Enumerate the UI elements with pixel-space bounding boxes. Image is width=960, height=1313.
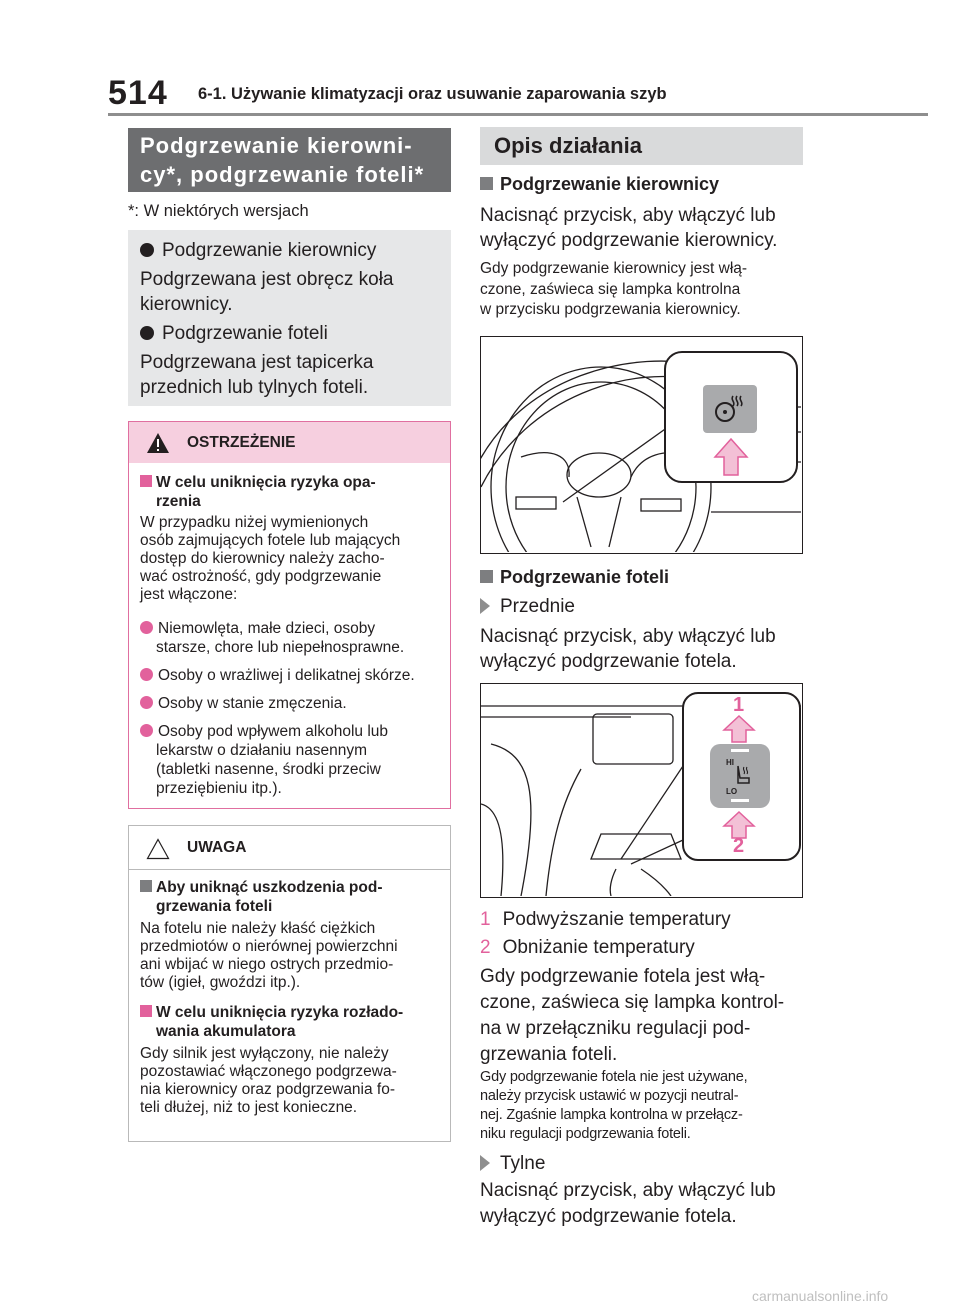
square-bullet-icon xyxy=(140,1005,152,1017)
hi-label: HI xyxy=(726,758,734,767)
front-text-line: wyłączyć podgrzewanie fotela. xyxy=(480,651,737,672)
warning-bullet2-text: Osoby o wrażliwej i delikatnej skórze. xyxy=(158,667,415,684)
steering-note-line: w przycisku podgrzewania kierownicy. xyxy=(480,301,741,318)
callout-label-1: 1 xyxy=(733,694,745,716)
seat-heat-icon xyxy=(734,764,752,786)
lo-label: LO xyxy=(726,787,738,796)
notice-body-line: Na fotelu nie należy kłaść ciężkich xyxy=(140,920,376,937)
warning-title: OSTRZEŻENIE xyxy=(187,434,296,451)
warning-bullet4-line: przeziębieniu itp.). xyxy=(156,780,282,797)
header-rule xyxy=(108,113,928,116)
notice-body-line: przedmiotów o nierównej powierzchni xyxy=(140,938,398,955)
notice-sub1-text: Aby uniknąć uszkodzenia pod- xyxy=(156,879,383,896)
warning-body-line: W przypadku niżej wymienionych xyxy=(140,514,369,531)
warning-bullet4-line: (tabletki nasenne, środki przeciw xyxy=(156,761,381,778)
info-item2-title-text: Podgrzewanie foteli xyxy=(162,323,328,344)
notice-body-line: Gdy silnik jest wyłączony, nie należy xyxy=(140,1045,389,1062)
notice-sub2-text: W celu uniknięcia ryzyka rozłado- xyxy=(156,1004,404,1021)
steering-heat-icon xyxy=(713,392,747,426)
seat-heater-switch xyxy=(710,744,770,808)
notice-body-line: ani wbijać w niego ostrych przedmio- xyxy=(140,956,394,973)
warning-sub-line1-text: W celu uniknięcia ryzyka opa- xyxy=(156,474,376,491)
notice-divider xyxy=(129,869,450,870)
square-bullet-icon xyxy=(480,177,493,190)
pink-bullet-icon xyxy=(140,621,153,634)
info-item1-title xyxy=(140,238,376,263)
warning-bullet4-line: lekarstw o działaniu nasennym xyxy=(156,742,368,759)
triangle-bullet-icon xyxy=(480,598,490,614)
warning-body-line: osób zajmujących fotele lub mających xyxy=(140,532,401,549)
subheading-seats xyxy=(480,565,669,590)
warning-sub-line2: rzenia xyxy=(156,493,201,510)
caution-triangle-icon xyxy=(146,838,170,860)
section-heading-line1: Podgrzewanie kierowni- xyxy=(140,133,413,158)
legend-2-num: 2 xyxy=(480,937,491,958)
notice-box xyxy=(128,825,451,1142)
notice-sub2-line1 xyxy=(140,1003,403,1022)
front-body-line: na w przełączniku regulacji pod- xyxy=(480,1018,751,1039)
legend-1 xyxy=(480,907,731,932)
indicator-bar xyxy=(731,799,749,802)
legend-1-num: 1 xyxy=(480,909,491,930)
rear-text-line: Nacisnąć przycisk, aby włączyć lub xyxy=(480,1180,776,1201)
warning-triangle-icon xyxy=(146,432,170,454)
front-body-line: grzewania foteli. xyxy=(480,1044,618,1065)
info-item1-title-text: Podgrzewanie kierownicy xyxy=(162,240,377,261)
warning-bullet1-line2: starsze, chore lub niepełnosprawne. xyxy=(156,639,405,656)
pink-bullet-icon xyxy=(140,696,153,709)
warning-body-line: wać ostrożność, gdy podgrzewanie xyxy=(140,568,382,585)
square-bullet-icon xyxy=(140,475,152,487)
pink-bullet-icon xyxy=(140,724,153,737)
warning-bullet3-text: Osoby w stanie zmęczenia. xyxy=(158,695,347,712)
warning-bullet3 xyxy=(140,694,347,713)
square-bullet-icon xyxy=(140,880,152,892)
rear-label-text: Tylne xyxy=(500,1153,546,1174)
triangle-bullet-icon xyxy=(480,1155,490,1171)
square-bullet-icon xyxy=(480,570,493,583)
steering-note-line: czone, zaświeca się lampka kontrolna xyxy=(480,281,741,298)
notice-body-line: teli dłużej, niż to jest konieczne. xyxy=(140,1099,358,1116)
chapter-title: 6-1. Używanie klimatyzacji oraz usuwanie zaparowania szyb xyxy=(198,85,667,103)
notice-sub1-line2: grzewania foteli xyxy=(156,898,273,915)
zoom-callout xyxy=(682,692,801,861)
front-note-line: niku regulacji podgrzewania foteli. xyxy=(480,1126,691,1142)
steering-text-line: wyłączyć podgrzewanie kierownicy. xyxy=(480,230,778,251)
notice-sub2-line2: wania akumulatora xyxy=(156,1023,296,1040)
warning-box xyxy=(128,421,451,809)
subheading-seats-text: Podgrzewanie foteli xyxy=(500,567,670,587)
legend-2 xyxy=(480,935,695,960)
rear-label xyxy=(480,1151,545,1176)
footnote: *: W niektórych wersjach xyxy=(128,202,309,220)
warning-bullet4-line1 xyxy=(140,722,388,741)
front-note-line: nej. Zgaśnie lampka kontrolna w przełącz- xyxy=(480,1107,743,1123)
warning-body-line: dostęp do kierownicy należy zacho- xyxy=(140,550,385,567)
up-arrow-icon xyxy=(722,714,756,744)
indicator-bar xyxy=(731,749,749,752)
section-heading-right: Opis działania xyxy=(480,127,803,165)
seat-heater-figure xyxy=(480,683,803,898)
bullet-icon xyxy=(140,243,154,257)
front-note-line: należy przycisk ustawić w pozycji neutral- xyxy=(480,1088,739,1104)
subheading-steering-text: Podgrzewanie kierownicy xyxy=(500,174,720,194)
callout-label-2: 2 xyxy=(733,835,745,857)
steering-heater-figure xyxy=(480,336,803,554)
warning-bullet1-line1 xyxy=(140,619,375,638)
front-body-line: Gdy podgrzewanie fotela jest włą- xyxy=(480,966,766,987)
press-arrow-icon xyxy=(711,437,751,477)
front-note-line: Gdy podgrzewanie fotela nie jest używane, xyxy=(480,1069,748,1085)
warning-bullet2 xyxy=(140,666,415,685)
watermark[interactable]: carmanualsonline.info xyxy=(752,1288,889,1304)
rear-text-line: wyłączyć podgrzewanie fotela. xyxy=(480,1206,737,1227)
warning-sub-line1 xyxy=(140,473,376,492)
notice-body-line: nia kierownicy oraz podgrzewania fo- xyxy=(140,1081,396,1098)
notice-title: UWAGA xyxy=(187,839,247,856)
section-heading-line2: cy*, podgrzewanie foteli* xyxy=(140,162,425,187)
page-number: 514 xyxy=(108,74,168,112)
legend-2-text: Obniżanie temperatury xyxy=(502,937,695,958)
legend-1-text: Podwyższanie temperatury xyxy=(502,909,731,930)
front-label-text: Przednie xyxy=(500,596,575,617)
section-heading xyxy=(128,128,451,192)
front-label xyxy=(480,594,575,619)
notice-sub1-line1 xyxy=(140,878,383,897)
warning-bullet4-text: Osoby pod wpływem alkoholu lub xyxy=(158,723,389,740)
info-item1-line2: kierownicy. xyxy=(140,294,233,315)
steering-text-line: Nacisnąć przycisk, aby włączyć lub xyxy=(480,205,776,226)
warning-bullet1-text: Niemowlęta, małe dzieci, osoby xyxy=(158,620,376,637)
subheading-steering xyxy=(480,172,719,197)
front-text-line: Nacisnąć przycisk, aby włączyć lub xyxy=(480,626,776,647)
steering-note-line: Gdy podgrzewanie kierownicy jest włą- xyxy=(480,260,748,277)
zoom-callout xyxy=(664,351,798,483)
pink-bullet-icon xyxy=(140,668,153,681)
steering-heater-button xyxy=(703,385,757,433)
info-item2-line1: Podgrzewana jest tapicerka xyxy=(140,352,374,373)
info-item2-line2: przednich lub tylnych foteli. xyxy=(140,377,369,398)
notice-body-line: pozostawiać włączonego podgrzewa- xyxy=(140,1063,397,1080)
info-box xyxy=(128,230,451,406)
bullet-icon xyxy=(140,326,154,340)
warning-body-line: jest włączone: xyxy=(140,586,238,603)
front-body-line: czone, zaświeca się lampka kontrol- xyxy=(480,992,785,1013)
warning-header xyxy=(129,422,450,463)
notice-body-line: tów (igieł, gwoździ itp.). xyxy=(140,974,301,991)
info-item1-line1: Podgrzewana jest obręcz koła xyxy=(140,269,394,290)
info-item2-title xyxy=(140,321,328,346)
